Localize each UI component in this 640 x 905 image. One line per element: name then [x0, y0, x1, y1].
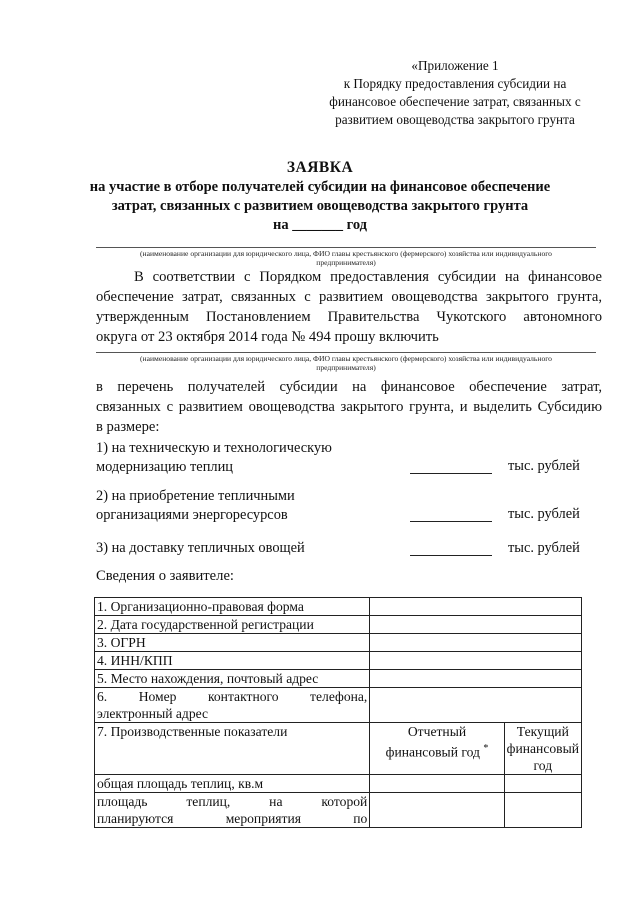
applicant-name-line[interactable] [96, 247, 596, 248]
value-cell[interactable] [370, 652, 582, 670]
column-header-reporting-year [370, 723, 504, 775]
amount-field-modernization[interactable] [410, 472, 492, 474]
paragraph-line: утвержденным Постановлением Правительства Чукотского автономного [96, 309, 602, 325]
header-line: Отчетный [407, 724, 467, 739]
table-row [95, 598, 582, 616]
column-header-current-year [504, 723, 581, 775]
title-main: ЗАЯВКА [286, 159, 354, 176]
footnote-mark: * [483, 743, 489, 754]
row-label-line: площадь теплиц, на которой [97, 794, 368, 809]
document-title [80, 158, 560, 235]
applicant-info-label: Сведения о заявителе: [96, 568, 234, 584]
caption-line: предпринимателя) [316, 363, 376, 372]
paragraph-line: связанных с развитием овощеводства закрытого грунта, и выделить Субсидию [96, 399, 602, 415]
value-cell[interactable] [370, 598, 582, 616]
row-label: 2. Дата государственной регистрации [95, 616, 370, 634]
appendix-header [320, 57, 590, 129]
table-header-row [95, 723, 582, 775]
amount-field-delivery[interactable] [410, 554, 492, 556]
title-line: затрат, связанных с развитием овощеводства закрытого грунта [111, 198, 529, 214]
row-label: общая площадь теплиц, кв.м [95, 775, 370, 793]
table-row [95, 688, 582, 723]
applicant-info-table [94, 597, 582, 828]
row-label-line: планируются мероприятия по [97, 811, 368, 826]
table-row [95, 793, 582, 828]
table-row [95, 634, 582, 652]
caption-line: предпринимателя) [316, 258, 376, 267]
value-cell[interactable] [370, 775, 504, 793]
value-cell[interactable] [370, 634, 582, 652]
item-text: организациями энергоресурсов [96, 507, 288, 523]
header-text: финансовый год [385, 744, 480, 760]
value-cell[interactable] [370, 670, 582, 688]
table-row [95, 775, 582, 793]
value-cell[interactable] [370, 688, 582, 723]
unit-label: тыс. рублей [508, 458, 580, 474]
caption-line: (наименование организации для юридического лица, ФИО главы крестьянского (фермерского) хозяйства или индивидуального [140, 249, 552, 258]
item-text: 1) на техническую и технологическую [96, 440, 332, 456]
row-label [95, 688, 370, 723]
applicant-name-caption [96, 249, 596, 267]
title-line: на _______ год [273, 217, 367, 233]
value-cell[interactable] [370, 793, 504, 828]
unit-label: тыс. рублей [508, 506, 580, 522]
subsidy-paragraph [96, 377, 602, 437]
appendix-line: развитием овощеводства закрытого грунта [335, 112, 575, 127]
table-row [95, 616, 582, 634]
table-row [95, 670, 582, 688]
value-cell[interactable] [370, 616, 582, 634]
row-label: 5. Место нахождения, почтовый адрес [95, 670, 370, 688]
item-text: 2) на приобретение тепличными [96, 488, 295, 504]
row-label-line: 6. Номер контактного телефона, [97, 689, 368, 704]
paragraph-line: округа от 23 октября 2014 года № 494 прошу включить [96, 329, 439, 345]
row-label [95, 793, 370, 828]
paragraph-line: в размере: [96, 419, 160, 435]
paragraph-line: обеспечение затрат, связанных с развитием овощеводства закрытого грунта, [96, 289, 602, 305]
header-line [372, 740, 501, 761]
caption-line: (наименование организации для юридического лица, ФИО главы крестьянского (фермерского) хозяйства или индивидуального [140, 354, 552, 363]
row-label: 3. ОГРН [95, 634, 370, 652]
value-cell[interactable] [504, 775, 581, 793]
unit-label: тыс. рублей [508, 540, 580, 556]
amount-field-energy[interactable] [410, 520, 492, 522]
row-label: 4. ИНН/КПП [95, 652, 370, 670]
paragraph-line: В соответствии с Порядком предоставления субсидии на финансовое [134, 269, 602, 285]
header-line: Текущий [516, 724, 569, 739]
paragraph-line: в перечень получателей субсидии на финансовое обеспечение затрат, [96, 379, 602, 395]
appendix-line: «Приложение 1 [411, 58, 499, 73]
header-line: финансовый [506, 741, 579, 756]
appendix-line: финансовое обеспечение затрат, связанных с [329, 94, 581, 109]
item-text: модернизацию теплиц [96, 459, 233, 475]
title-line: на участие в отборе получателей субсидии на финансовое обеспечение [89, 179, 551, 195]
table-row [95, 652, 582, 670]
applicant-name-line-2[interactable] [96, 352, 596, 353]
request-paragraph [96, 267, 602, 347]
item-text: 3) на доставку тепличных овощей [96, 540, 305, 556]
row-label: 7. Производственные показатели [95, 723, 370, 775]
appendix-line: к Порядку предоставления субсидии на [343, 76, 567, 91]
row-label: 1. Организационно-правовая форма [95, 598, 370, 616]
applicant-name-caption-2 [96, 354, 596, 372]
header-line: год [533, 758, 553, 773]
value-cell[interactable] [504, 793, 581, 828]
row-label-line: электронный адрес [97, 706, 209, 721]
